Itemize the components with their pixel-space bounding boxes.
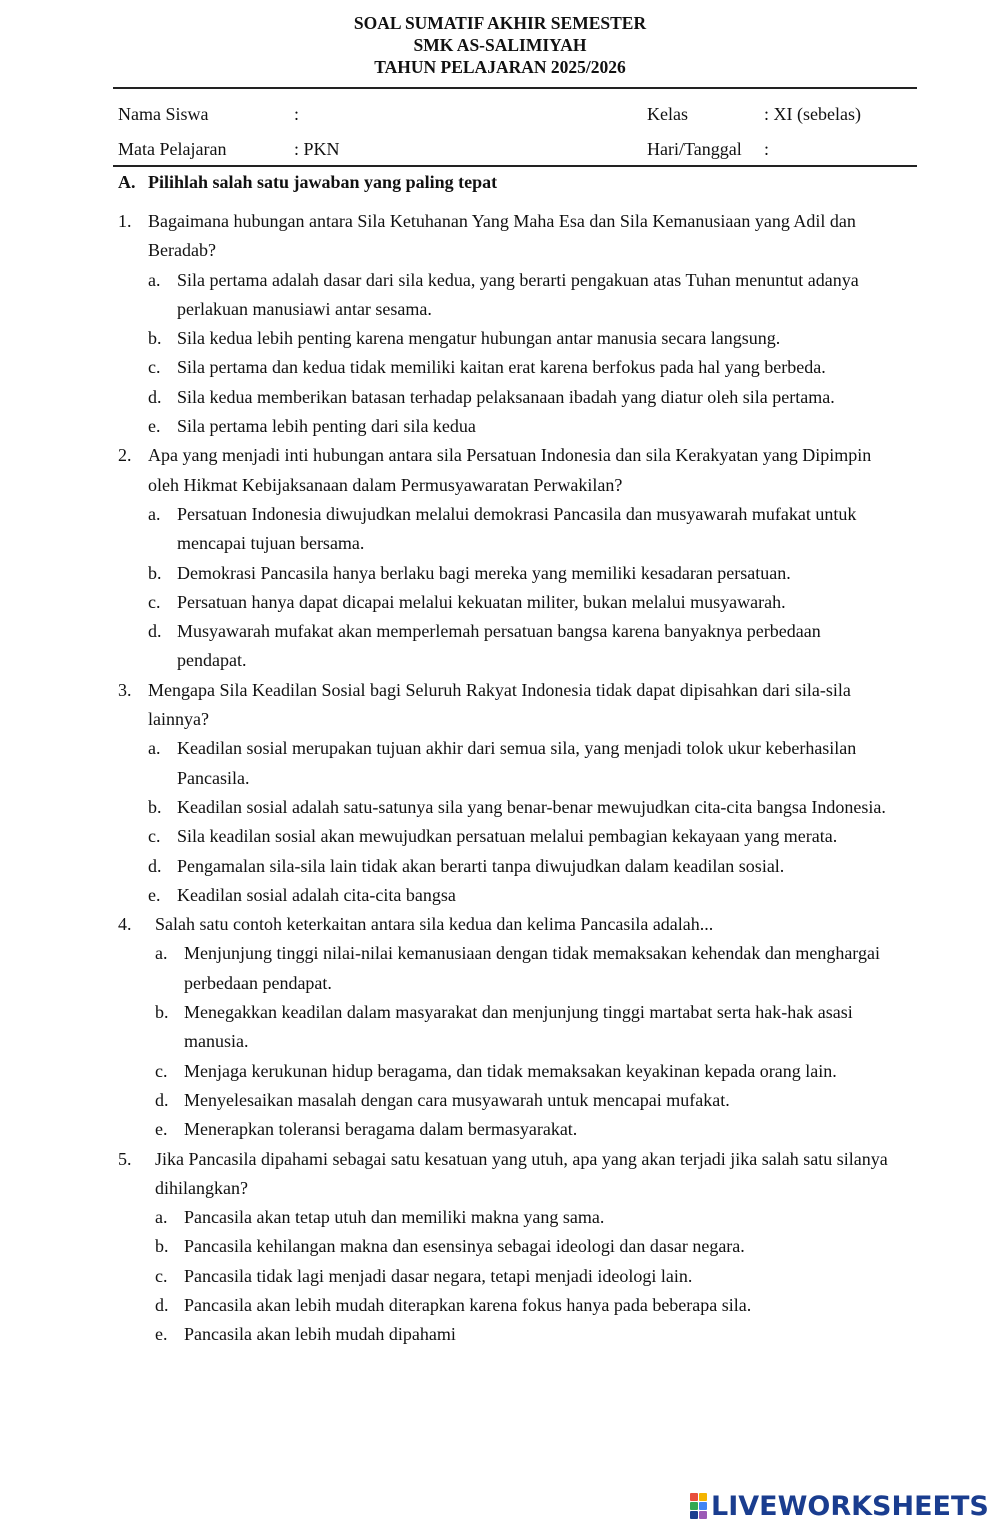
question-row xyxy=(118,207,888,266)
answer-option[interactable] xyxy=(118,793,888,822)
option-letter: c. xyxy=(148,826,161,847)
option-letter: e. xyxy=(148,884,161,905)
answer-option[interactable] xyxy=(118,383,888,412)
answer-option[interactable] xyxy=(118,617,888,676)
answer-option[interactable] xyxy=(118,939,888,998)
subject-label: Mata Pelajaran xyxy=(118,139,227,159)
option-letter: c. xyxy=(148,357,161,378)
class-label: Kelas xyxy=(647,104,688,124)
logo-tile xyxy=(699,1493,707,1501)
option-text: Menerapkan toleransi beragama dalam bermasyarakat. xyxy=(184,1119,578,1140)
subject-value: : PKN xyxy=(294,139,340,159)
option-text: Menjunjung tinggi nilai-nilai kemanusiaan dengan tidak memaksakan kehendak dan menghargai perbedaan pendapat. xyxy=(184,943,880,993)
option-text: Sila keadilan sosial akan mewujudkan persatuan melalui pembagian kekayaan yang merata. xyxy=(177,826,838,847)
option-letter: d. xyxy=(148,386,162,407)
answer-option[interactable] xyxy=(118,822,888,851)
option-letter: a. xyxy=(148,269,161,290)
liveworksheets-logo-icon xyxy=(690,1493,707,1519)
option-text: Sila kedua lebih penting karena mengatur hubungan antar manusia secara langsung. xyxy=(177,328,781,349)
answer-option[interactable] xyxy=(118,1115,888,1144)
option-text: Menegakkan keadilan dalam masyarakat dan menjunjung tinggi martabat serta hak-hak asasi manusia. xyxy=(184,1002,853,1052)
question-text: Bagaimana hubungan antara Sila Ketuhanan Yang Maha Esa dan Sila Kemanusiaan yang Adil dan Beradab? xyxy=(148,211,856,261)
answer-option[interactable] xyxy=(118,1057,888,1086)
answer-option[interactable] xyxy=(118,1086,888,1115)
answer-option[interactable] xyxy=(118,324,888,353)
date-label: Hari/Tanggal xyxy=(647,139,742,159)
option-letter: c. xyxy=(148,591,161,612)
option-text: Keadilan sosial adalah cita-cita bangsa xyxy=(177,884,456,905)
option-text: Pancasila kehilangan makna dan esensinya sebagai ideologi dan dasar negara. xyxy=(184,1236,745,1257)
option-letter: a. xyxy=(155,943,168,964)
option-letter: d. xyxy=(155,1089,169,1110)
header-year: TAHUN PELAJARAN 2025/2026 xyxy=(374,57,626,77)
option-text: Persatuan hanya dapat dicapai melalui kekuatan militer, bukan melalui musyawarah. xyxy=(177,591,786,612)
option-text: Menjaga kerukunan hidup beragama, dan tidak memaksakan keyakinan kepada orang lain. xyxy=(184,1060,837,1081)
option-letter: e. xyxy=(148,416,161,437)
logo-tile xyxy=(690,1493,698,1501)
answer-option[interactable] xyxy=(118,998,888,1057)
option-text: Pancasila akan lebih mudah dipahami xyxy=(184,1324,456,1345)
info-divider xyxy=(113,165,917,167)
answer-option[interactable] xyxy=(118,588,888,617)
question-row xyxy=(118,1145,888,1204)
answer-option[interactable] xyxy=(118,852,888,881)
question-2 xyxy=(118,441,888,675)
question-4 xyxy=(118,910,888,1144)
question-number: 5. xyxy=(118,1148,132,1169)
option-letter: b. xyxy=(155,1002,169,1023)
question-row xyxy=(118,441,888,500)
question-list xyxy=(118,207,888,1350)
option-text: Sila pertama lebih penting dari sila kedua xyxy=(177,416,476,437)
logo-tile xyxy=(699,1511,707,1519)
answer-option[interactable] xyxy=(118,1291,888,1320)
option-text: Persatuan Indonesia diwujudkan melalui demokrasi Pancasila dan musyawarah mufakat untuk mencapai tujuan bersama. xyxy=(177,503,857,554)
question-number: 2. xyxy=(118,445,132,466)
question-row xyxy=(118,910,888,939)
date-field[interactable]: : xyxy=(764,139,770,159)
answer-option[interactable] xyxy=(118,353,888,382)
question-text: Jika Pancasila dipahami sebagai satu kesatuan yang utuh, apa yang akan terjadi jika salah satu silanya dihilangkan? xyxy=(155,1148,888,1198)
section-heading xyxy=(118,171,497,193)
header-title: SOAL SUMATIF AKHIR SEMESTER xyxy=(353,13,647,33)
option-letter: e. xyxy=(155,1324,168,1345)
watermark-text: LIVEWORKSHEETS xyxy=(711,1490,989,1522)
option-letter: d. xyxy=(148,621,162,642)
question-number: 3. xyxy=(118,679,132,700)
question-text: Mengapa Sila Keadilan Sosial bagi Seluruh Rakyat Indonesia tidak dapat dipisahkan dari sila-sila lainnya? xyxy=(148,679,851,730)
option-letter: e. xyxy=(155,1119,168,1140)
question-number: 1. xyxy=(118,211,132,231)
question-row xyxy=(118,676,888,735)
option-letter: b. xyxy=(148,562,162,583)
student-name-field[interactable]: : xyxy=(294,104,300,124)
answer-option[interactable] xyxy=(118,734,888,793)
option-text: Musyawarah mufakat akan memperlemah persatuan bangsa karena banyaknya perbedaan pendapat. xyxy=(177,621,821,671)
option-text: Menyelesaikan masalah dengan cara musyawarah untuk mencapai mufakat. xyxy=(184,1089,730,1110)
option-letter: c. xyxy=(155,1060,168,1081)
option-text: Keadilan sosial adalah satu-satunya sila yang benar-benar mewujudkan cita-cita bangsa Indonesia. xyxy=(177,796,886,817)
option-text: Pancasila akan lebih mudah diterapkan karena fokus hanya pada beberapa sila. xyxy=(184,1294,752,1315)
option-letter: b. xyxy=(155,1236,169,1257)
option-letter: b. xyxy=(148,796,162,817)
logo-tile xyxy=(690,1502,698,1510)
answer-option[interactable] xyxy=(118,1262,888,1291)
answer-option[interactable] xyxy=(118,1232,888,1261)
question-3 xyxy=(118,676,888,910)
question-5 xyxy=(118,1145,888,1350)
option-text: Pancasila akan tetap utuh dan memiliki makna yang sama. xyxy=(184,1207,605,1228)
header-school: SMK AS-SALIMIYAH xyxy=(413,35,587,55)
answer-option[interactable] xyxy=(118,559,888,588)
question-text: Apa yang menjadi inti hubungan antara sila Persatuan Indonesia dan sila Kerakyatan yang Dipimpin oleh Hikmat Kebijaksanaan dalam Permusyawaratan Perwakilan? xyxy=(148,445,872,495)
class-value: : XI (sebelas) xyxy=(764,104,861,124)
answer-option[interactable] xyxy=(118,1203,888,1232)
option-letter: a. xyxy=(148,503,161,524)
option-letter: c. xyxy=(155,1265,168,1286)
question-number: 4. xyxy=(118,914,132,935)
option-text: Pengamalan sila-sila lain tidak akan berarti tanpa diwujudkan dalam keadilan sosial. xyxy=(177,855,785,876)
answer-option[interactable] xyxy=(118,412,888,441)
option-letter: a. xyxy=(155,1207,168,1228)
option-letter: d. xyxy=(148,855,162,876)
logo-tile xyxy=(699,1502,707,1510)
option-letter: b. xyxy=(148,328,162,349)
option-text: Keadilan sosial merupakan tujuan akhir dari semua sila, yang menjadi tolok ukur keberhasilan Pancasila. xyxy=(177,738,857,788)
logo-tile xyxy=(690,1511,698,1519)
header-divider xyxy=(113,87,917,89)
document-header xyxy=(0,12,1000,78)
option-text: Sila kedua memberikan batasan terhadap pelaksanaan ibadah yang diatur oleh sila pertama. xyxy=(177,386,835,407)
option-letter: a. xyxy=(148,738,161,759)
student-name-label: Nama Siswa xyxy=(118,104,209,124)
option-letter: d. xyxy=(155,1294,169,1315)
option-text: Sila pertama dan kedua tidak memiliki kaitan erat karena berfokus pada hal yang berbeda. xyxy=(177,357,826,378)
section-letter: A. xyxy=(118,172,136,192)
answer-option[interactable] xyxy=(118,881,888,910)
option-text: Demokrasi Pancasila hanya berlaku bagi mereka yang memiliki kesadaran persatuan. xyxy=(177,562,791,583)
answer-option[interactable] xyxy=(118,1320,888,1349)
answer-option[interactable] xyxy=(118,500,888,559)
question-text: Salah satu contoh keterkaitan antara sila kedua dan kelima Pancasila adalah... xyxy=(155,914,714,935)
option-text: Pancasila tidak lagi menjadi dasar negara, tetapi menjadi ideologi lain. xyxy=(184,1265,693,1286)
section-instruction: Pilihlah salah satu jawaban yang paling tepat xyxy=(148,172,498,192)
option-text: Sila pertama adalah dasar dari sila kedua, yang berarti pengakuan atas Tuhan menuntut adanya perlakuan manusiawi antar sesama. xyxy=(177,269,859,319)
liveworksheets-watermark xyxy=(690,1488,989,1524)
answer-option[interactable] xyxy=(118,266,888,325)
question-1 xyxy=(118,207,888,441)
